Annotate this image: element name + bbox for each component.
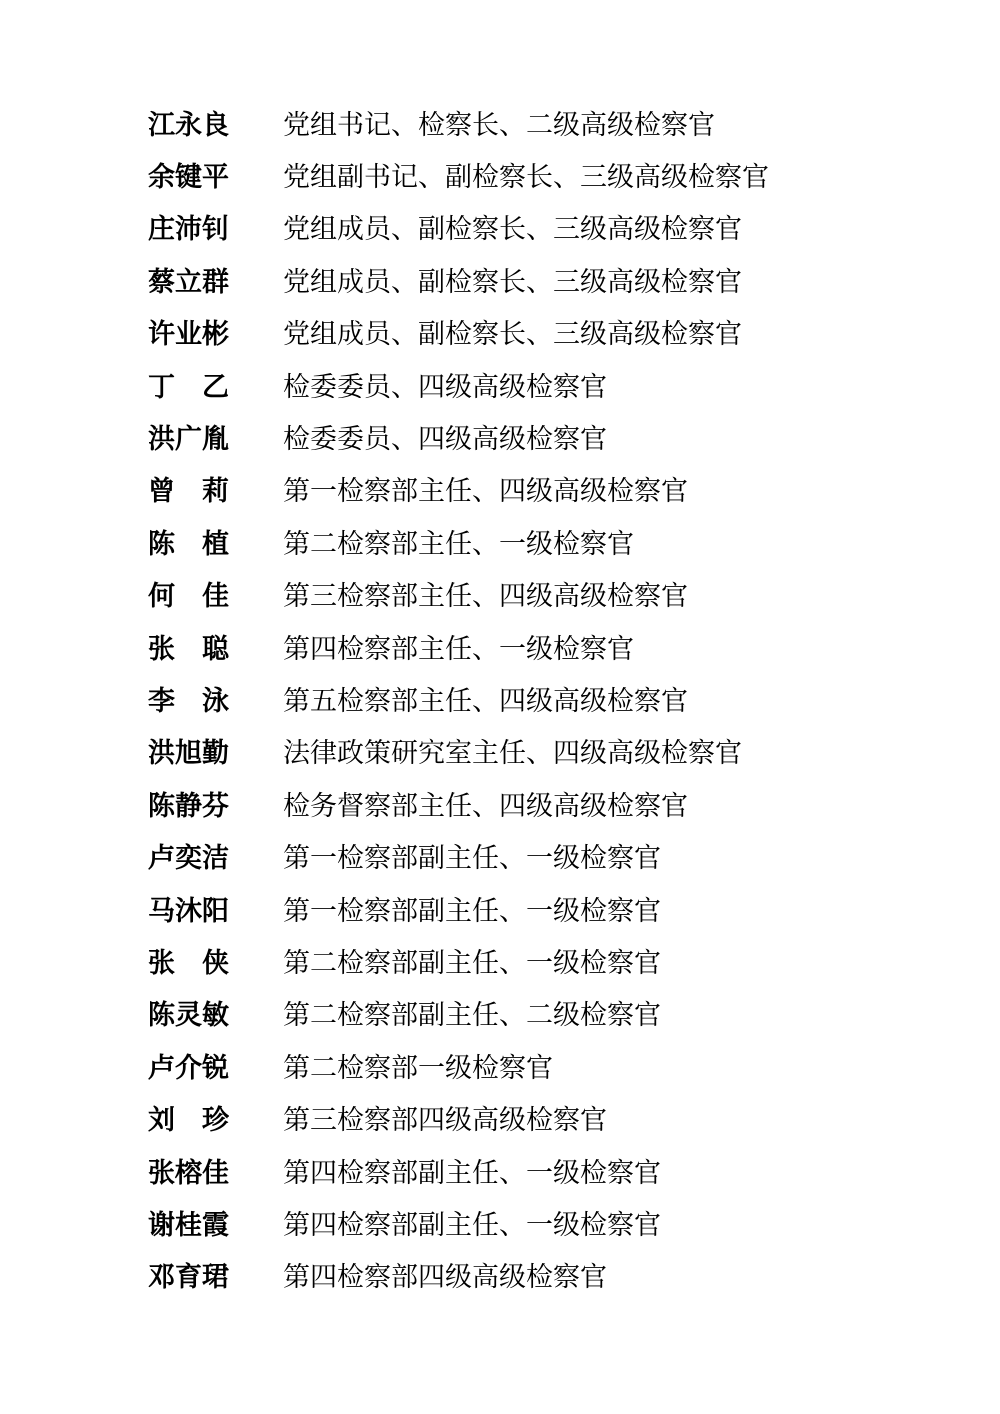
person-title: 第一检察部副主任、一级检察官 <box>283 843 661 874</box>
roster-row <box>148 413 769 465</box>
person-name: 何 佳 <box>148 581 229 612</box>
roster-row <box>148 885 769 937</box>
person-title: 第三检察部四级高级检察官 <box>283 1105 607 1136</box>
person-name: 洪广胤 <box>148 424 229 455</box>
roster-row <box>148 832 769 884</box>
person-name: 邓育珺 <box>148 1262 229 1293</box>
person-title: 检务督察部主任、四级高级检察官 <box>283 790 688 821</box>
person-title: 第一检察部副主任、一级检察官 <box>283 895 661 926</box>
personnel-roster <box>148 99 769 1304</box>
person-name: 卢奕洁 <box>148 843 229 874</box>
person-title: 第二检察部一级检察官 <box>283 1052 553 1083</box>
person-title: 第四检察部副主任、一级检察官 <box>283 1157 661 1188</box>
roster-row <box>148 204 769 256</box>
person-title: 第一检察部主任、四级高级检察官 <box>283 476 688 507</box>
person-title: 法律政策研究室主任、四级高级检察官 <box>283 738 742 769</box>
person-title: 检委委员、四级高级检察官 <box>283 371 607 402</box>
person-title: 第四检察部副主任、一级检察官 <box>283 1209 661 1240</box>
person-title: 第五检察部主任、四级高级检察官 <box>283 685 688 716</box>
roster-row <box>148 1199 769 1251</box>
person-title: 第四检察部四级高级检察官 <box>283 1262 607 1293</box>
person-title: 党组书记、检察长、二级高级检察官 <box>283 109 715 140</box>
person-name: 庄沛钊 <box>148 214 229 245</box>
roster-row <box>148 466 769 518</box>
roster-row <box>148 518 769 570</box>
person-name: 江永良 <box>148 109 229 140</box>
person-title: 第四检察部主任、一级检察官 <box>283 633 634 664</box>
person-name: 张 侠 <box>148 947 229 978</box>
roster-row <box>148 1094 769 1146</box>
person-name: 许业彬 <box>148 319 229 350</box>
roster-row <box>148 1252 769 1304</box>
person-name: 洪旭勤 <box>148 738 229 769</box>
roster-row <box>148 780 769 832</box>
person-title: 检委委员、四级高级检察官 <box>283 424 607 455</box>
person-title: 第二检察部主任、一级检察官 <box>283 528 634 559</box>
person-name: 曾 莉 <box>148 476 229 507</box>
roster-row <box>148 675 769 727</box>
roster-row <box>148 728 769 780</box>
roster-row <box>148 256 769 308</box>
person-name: 陈静芬 <box>148 790 229 821</box>
roster-row <box>148 361 769 413</box>
person-name: 陈 植 <box>148 528 229 559</box>
roster-row <box>148 151 769 203</box>
person-name: 马沐阳 <box>148 895 229 926</box>
person-title: 党组成员、副检察长、三级高级检察官 <box>283 214 742 245</box>
roster-row <box>148 571 769 623</box>
roster-row <box>148 309 769 361</box>
person-name: 张榕佳 <box>148 1157 229 1188</box>
person-name: 余键平 <box>148 162 229 193</box>
person-title: 党组成员、副检察长、三级高级检察官 <box>283 266 742 297</box>
roster-row <box>148 99 769 151</box>
person-name: 蔡立群 <box>148 266 229 297</box>
person-name: 陈灵敏 <box>148 1000 229 1031</box>
person-name: 李 泳 <box>148 685 229 716</box>
person-name: 卢介锐 <box>148 1052 229 1083</box>
person-name: 丁 乙 <box>148 371 229 402</box>
person-name: 刘 珍 <box>148 1105 229 1136</box>
roster-row <box>148 937 769 989</box>
person-name: 张 聪 <box>148 633 229 664</box>
person-title: 第二检察部副主任、二级检察官 <box>283 1000 661 1031</box>
roster-row <box>148 1147 769 1199</box>
person-title: 党组成员、副检察长、三级高级检察官 <box>283 319 742 350</box>
roster-row <box>148 623 769 675</box>
roster-row <box>148 990 769 1042</box>
person-title: 党组副书记、副检察长、三级高级检察官 <box>283 162 769 193</box>
person-name: 谢桂霞 <box>148 1209 229 1240</box>
person-title: 第二检察部副主任、一级检察官 <box>283 947 661 978</box>
roster-row <box>148 1042 769 1094</box>
person-title: 第三检察部主任、四级高级检察官 <box>283 581 688 612</box>
